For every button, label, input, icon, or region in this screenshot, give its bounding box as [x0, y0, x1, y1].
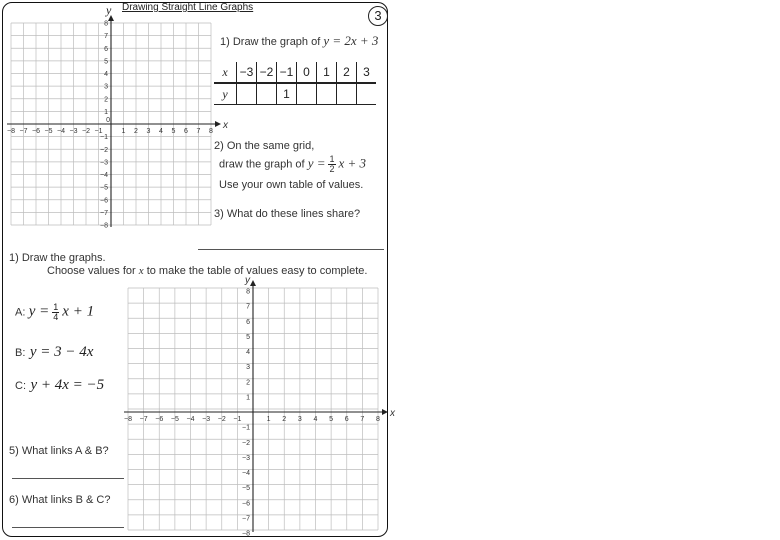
top-grid-y-tick-label: −7 [100, 209, 108, 217]
top-grid-x-tick-label: 5 [171, 128, 176, 135]
table-x-cell: 3 [357, 62, 377, 83]
table-y-cell[interactable] [337, 83, 357, 105]
page-title: Drawing Straight Line Graphs [122, 2, 254, 13]
bottom-grid-y-tick-label: 6 [246, 318, 250, 326]
bottom-q1-line1: 1) Draw the graphs. [9, 252, 106, 264]
top-grid-y-tick-label: 1 [104, 108, 108, 116]
top-grid-x-tick-label: −1 [94, 128, 103, 135]
table-row-x [214, 62, 376, 83]
top-grid-y-tick-label: −6 [100, 197, 108, 205]
top-q2-frac-den: 2 [329, 164, 335, 174]
bottom-grid-x-tick-label: 6 [344, 416, 349, 423]
top-grid-y-tick-label: −5 [100, 184, 108, 192]
graph-a-label: A: [15, 306, 26, 319]
table-x-cell: −2 [257, 62, 277, 83]
top-grid-y-arrow-icon [108, 15, 114, 21]
bottom-grid-x-tick-label: −1 [233, 416, 242, 423]
bottom-grid-x-tick-label: −6 [155, 416, 164, 423]
bottom-grid-y-tick-label: 3 [246, 364, 250, 372]
top-q2-eq-left: y = [307, 155, 326, 171]
bottom-grid-x-tick-label: 1 [266, 416, 271, 423]
graph-c-label: C: [15, 380, 26, 392]
top-grid-x-tick-label: −6 [32, 128, 40, 135]
table-y-cell[interactable]: 1 [277, 83, 297, 105]
top-grid-x-tick-label: 8 [209, 128, 213, 135]
top-grid-y-tick-label: 8 [104, 20, 108, 28]
top-grid-y-tick-label: −4 [100, 172, 108, 179]
bottom-q1-line2-rest: to make the table of values easy to complete. [146, 265, 368, 277]
table-y-label: y [214, 83, 237, 105]
top-grid-x-tick-label: 7 [196, 128, 201, 135]
graph-c [15, 376, 104, 394]
top-q2-eq-right: x + 3 [338, 155, 367, 171]
top-grid-x-tick-label: 2 [134, 128, 138, 135]
bottom-q1-line2: Choose values for [47, 265, 136, 277]
bottom-grid-x-tick-label: 4 [313, 416, 318, 423]
table-y-cell[interactable] [297, 83, 317, 105]
table-x-cell: 1 [317, 62, 337, 83]
bottom-grid-y-tick-label: −5 [242, 485, 250, 493]
table-y-cell[interactable] [317, 83, 337, 105]
graph-a [15, 303, 94, 322]
top-grid-origin-label: 0 [106, 117, 110, 124]
graph-b [15, 343, 93, 361]
bottom-grid-y-tick-label: 4 [246, 349, 250, 356]
bottom-grid-x-axis-name: x [390, 408, 395, 419]
top-q1-text: 1) Draw the graph of [220, 36, 321, 48]
top-grid-x-tick-label: 4 [159, 128, 163, 135]
top-question-1 [220, 33, 378, 49]
top-grid-x-arrow-icon [215, 121, 221, 127]
bottom-grid-y-tick-label: 1 [246, 394, 250, 402]
bottom-grid-x-tick-label: −2 [217, 416, 226, 423]
bottom-grid-x-tick-label: −8 [124, 416, 132, 423]
graph-b-label: B: [15, 347, 26, 359]
bottom-grid-y-tick-label: −8 [242, 530, 250, 538]
bottom-grid-x-tick-label: −7 [139, 416, 148, 423]
header-y-label: y [106, 3, 112, 17]
table-x-label: x [214, 62, 237, 83]
top-q2-line1: 2) On the same grid, [214, 140, 315, 152]
top-grid-y-tick-label: −1 [100, 134, 108, 142]
bottom-grid-y-tick-label: 8 [246, 288, 250, 296]
bottom-grid-y-tick-label: 2 [246, 379, 250, 387]
bottom-q1-var: x [138, 265, 144, 277]
graph-a-fraction [52, 303, 59, 322]
bottom-question-5: 5) What links A & B? [9, 445, 109, 457]
table-x-cell: 2 [337, 62, 357, 83]
bottom-grid-y-tick-label: 7 [246, 303, 250, 311]
table-x-cell: −1 [277, 62, 297, 83]
top-q2-frac-num: 1 [329, 154, 335, 164]
table-y-cell[interactable] [357, 83, 377, 105]
top-grid-y-tick-label: 5 [104, 58, 108, 66]
page-number-badge: 3 [368, 6, 388, 26]
top-grid-x-tick-label: −8 [7, 128, 15, 135]
bottom-grid-y-tick-label: −6 [242, 500, 250, 508]
top-grid-x-tick-label: 3 [146, 128, 151, 135]
answer-line-q5[interactable] [12, 478, 124, 479]
top-grid-x-tick-label: −7 [19, 128, 28, 135]
top-q1-equation: y = 2x + 3 [323, 33, 379, 48]
bottom-grid-x-tick-label: 2 [282, 416, 287, 423]
graph-a-eq-right: x + 1 [62, 303, 95, 320]
bottom-grid-y-tick-label: −1 [242, 424, 250, 432]
top-grid-x-tick-label: −3 [69, 128, 78, 135]
answer-line-q6[interactable] [12, 527, 124, 528]
bottom-grid-y-tick-label: −7 [242, 515, 250, 523]
table-y-cell[interactable] [237, 83, 257, 105]
bottom-grid-x-arrow-icon [382, 409, 388, 415]
top-q2-line2: draw the graph of [219, 158, 305, 171]
top-grid-y-tick-label: −8 [100, 222, 108, 230]
bottom-grid-y-tick-label: 5 [246, 333, 250, 341]
answer-line-q3[interactable] [198, 249, 384, 250]
bottom-grid-y-arrow-icon [250, 280, 256, 286]
table-y-cell[interactable] [257, 83, 277, 105]
top-grid-x-axis-name: x [223, 120, 228, 131]
bottom-question-1 [47, 265, 367, 277]
top-grid-y-tick-label: 6 [104, 45, 108, 53]
top-grid-y-tick-label: 4 [104, 71, 108, 78]
top-grid-y-tick-label: 2 [104, 96, 108, 104]
bottom-grid-y-tick-label: −2 [242, 439, 250, 447]
graph-a-frac-den: 4 [53, 312, 59, 322]
graph-a-eq-left: y = [28, 303, 50, 320]
top-grid-y-tick-label: −2 [100, 146, 108, 154]
top-grid-x-tick-label: −4 [57, 128, 65, 135]
top-grid-x-tick-label: 1 [121, 128, 126, 135]
bottom-question-6: 6) What links B & C? [9, 494, 111, 506]
top-grid-y-tick-label: −3 [100, 159, 108, 167]
top-q2-line3: Use your own table of values. [219, 179, 364, 191]
table-x-cell: −3 [237, 62, 257, 83]
bottom-grid-x-tick-label: 5 [329, 416, 334, 423]
top-grid-x-tick-label: −5 [44, 128, 53, 135]
bottom-grid-x-tick-label: −5 [170, 416, 179, 423]
bottom-grid-x-tick-label: −4 [186, 416, 195, 423]
bottom-grid-y-tick-label: −3 [242, 454, 250, 462]
top-q2-fraction [328, 155, 335, 174]
table-row-y [214, 83, 376, 105]
table-of-values [214, 62, 376, 105]
graph-b-equation: y = 3 − 4x [29, 344, 94, 360]
bottom-grid-x-tick-label: −3 [202, 416, 211, 423]
graph-a-frac-num: 1 [53, 302, 59, 312]
top-question-2 [219, 155, 366, 174]
bottom-grid-y-tick-label: −4 [242, 470, 250, 477]
top-grid-y-tick-label: 7 [104, 33, 108, 41]
bottom-grid-y-axis-name: y [245, 275, 250, 286]
bottom-grid-x-tick-label: 3 [297, 416, 302, 423]
top-grid-x-tick-label: −2 [82, 128, 90, 135]
graph-c-equation: y + 4x = −5 [30, 377, 105, 393]
table-x-cell: 0 [297, 62, 317, 83]
bottom-grid-x-tick-label: 7 [360, 416, 365, 423]
top-question-3: 3) What do these lines share? [214, 208, 361, 220]
top-grid-x-tick-label: 6 [184, 128, 188, 135]
bottom-grid-x-tick-label: 8 [376, 416, 380, 423]
top-grid-y-tick-label: 3 [104, 83, 108, 91]
